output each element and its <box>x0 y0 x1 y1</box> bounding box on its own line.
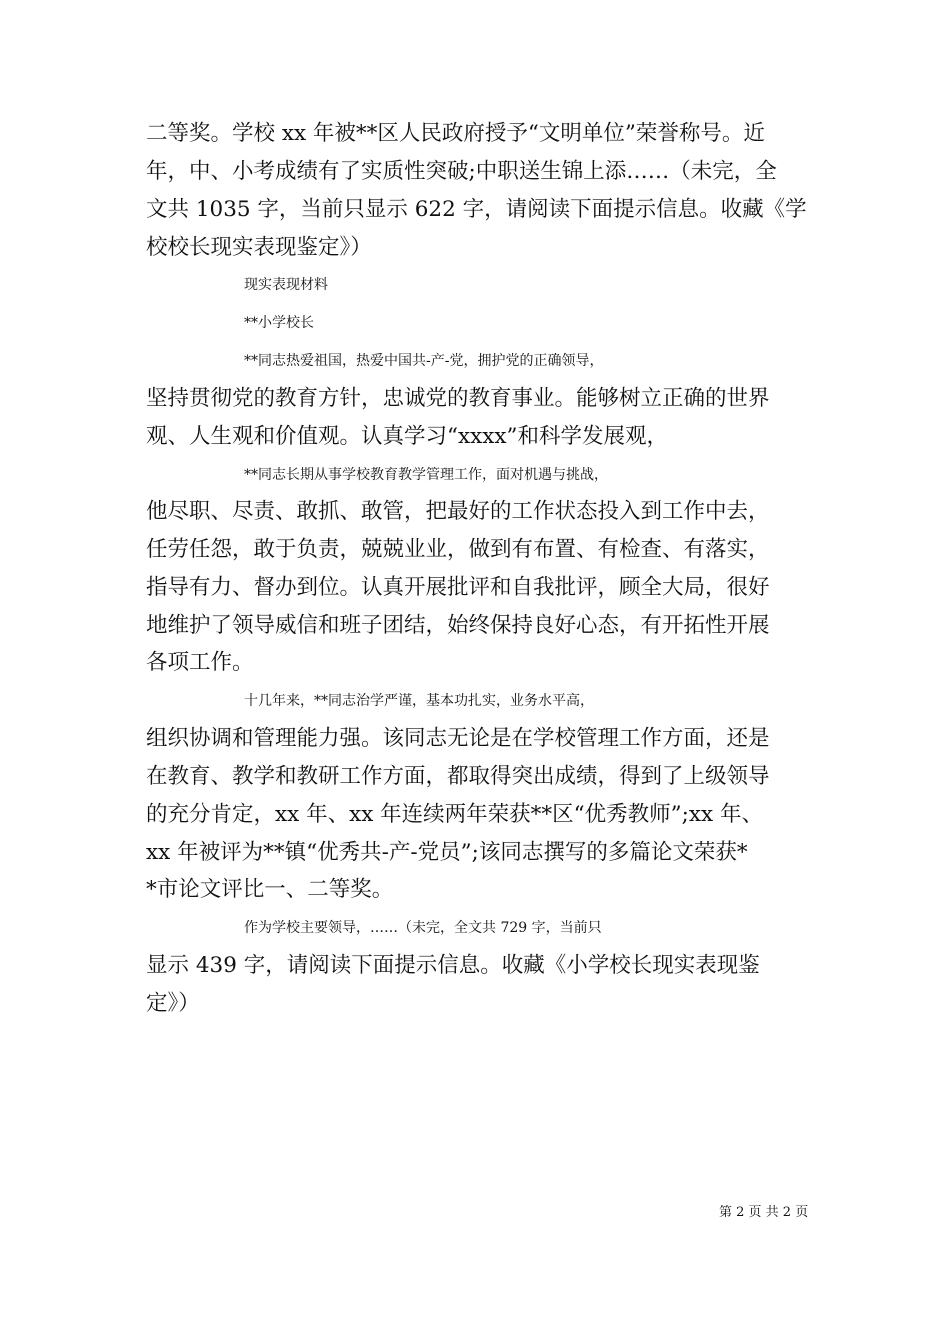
text-line: 定》） <box>146 991 200 1016</box>
section-subtitle: **小学校长 <box>244 315 314 331</box>
text-line: 指导有力、督办到位。认真开展批评和自我批评，顾全大局，很好 <box>146 575 770 600</box>
text-line: *市论文评比一、二等奖。 <box>146 877 394 902</box>
text-line: 组织协调和管理能力强。该同志无论是在学校管理工作方面，还是 <box>146 726 770 751</box>
text-line: **同志热爱祖国，热爱中国共-产-党，拥护党的正确领导， <box>244 353 604 369</box>
text-line: 校校长现实表现鉴定》） <box>146 235 372 260</box>
section-title: 现实表现材料 <box>244 277 328 293</box>
text-line: xx 年被评为**镇“优秀共-产-党员”;该同志撰写的多篇论文荣获* <box>146 840 748 865</box>
text-line: 文共 1035 字，当前只显示 622 字，请阅读下面提示信息。收藏《学 <box>146 197 807 222</box>
text-line: 地维护了领导威信和班子团结，始终保持良好心态，有开拓性开展 <box>146 613 770 638</box>
text-line: 坚持贯彻党的教育方针，忠诚党的教育事业。能够树立正确的世界 <box>146 386 770 411</box>
text-line: 任劳任怨，敢于负责，兢兢业业，做到有布置、有检查、有落实， <box>146 537 770 562</box>
text-line: 二等奖。学校 xx 年被**区人民政府授予“文明单位”荣誉称号。近 <box>146 121 765 146</box>
text-line: 各项工作。 <box>146 650 254 675</box>
text-line: 在教育、教学和教研工作方面，都取得突出成绩，得到了上级领导 <box>146 764 770 789</box>
text-line: 的充分肯定，xx 年、xx 年连续两年荣获**区“优秀教师”;xx 年、 <box>146 802 763 827</box>
text-line: 年，中、小考成绩有了实质性突破;中职送生锦上添……（未完，全 <box>146 159 777 184</box>
text-line: 显示 439 字，请阅读下面提示信息。收藏《小学校长现实表现鉴 <box>146 953 760 978</box>
text-line: 十几年来，**同志治学严谨，基本功扎实，业务水平高， <box>244 693 594 709</box>
text-line: **同志长期从事学校教育教学管理工作，面对机遇与挑战， <box>244 467 608 483</box>
page-number-footer: 第 2 页 共 2 页 <box>719 1205 809 1220</box>
text-line: 观、人生观和价值观。认真学习“xxxx”和科学发展观， <box>146 424 668 449</box>
text-line: 他尽职、尽责、敢抓、敢管，把最好的工作状态投入到工作中去， <box>146 499 770 524</box>
text-line: 作为学校主要领导，……（未完，全文共 729 字，当前只 <box>244 920 602 936</box>
